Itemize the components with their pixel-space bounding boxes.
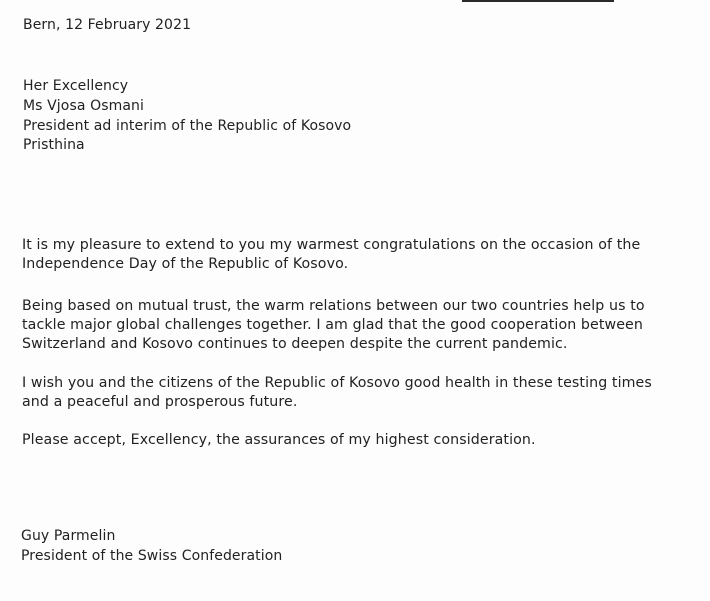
recipient-line-title: President ad interim of the Republic of Kosovo (23, 118, 352, 134)
paragraph-1-line-2: Independence Day of the Republic of Kosovo. (22, 256, 349, 272)
recipient-line-name: Ms Vjosa Osmani (23, 98, 144, 114)
letterhead-rule (462, 0, 614, 2)
paragraph-2-line-1: Being based on mutual trust, the warm relations between our two countries help us to (22, 298, 645, 314)
paragraph-4-line-1: Please accept, Excellency, the assurances of my highest consideration. (22, 432, 536, 448)
paragraph-3-line-2: and a peaceful and prosperous future. (22, 394, 298, 410)
signatory-title: President of the Swiss Confederation (21, 548, 283, 564)
signatory-name: Guy Parmelin (21, 528, 116, 544)
recipient-line-city: Pristhina (23, 137, 85, 153)
place-date: Bern, 12 February 2021 (23, 17, 192, 33)
paragraph-1-line-1: It is my pleasure to extend to you my warmest congratulations on the occasion of the (22, 237, 641, 253)
paragraph-3-line-1: I wish you and the citizens of the Republic of Kosovo good health in these testing times (22, 375, 652, 391)
paragraph-2-line-3: Switzerland and Kosovo continues to deepen despite the current pandemic. (22, 336, 568, 352)
paragraph-2-line-2: tackle major global challenges together. I am glad that the good cooperation between (22, 317, 643, 333)
recipient-line-honorific: Her Excellency (23, 78, 129, 94)
